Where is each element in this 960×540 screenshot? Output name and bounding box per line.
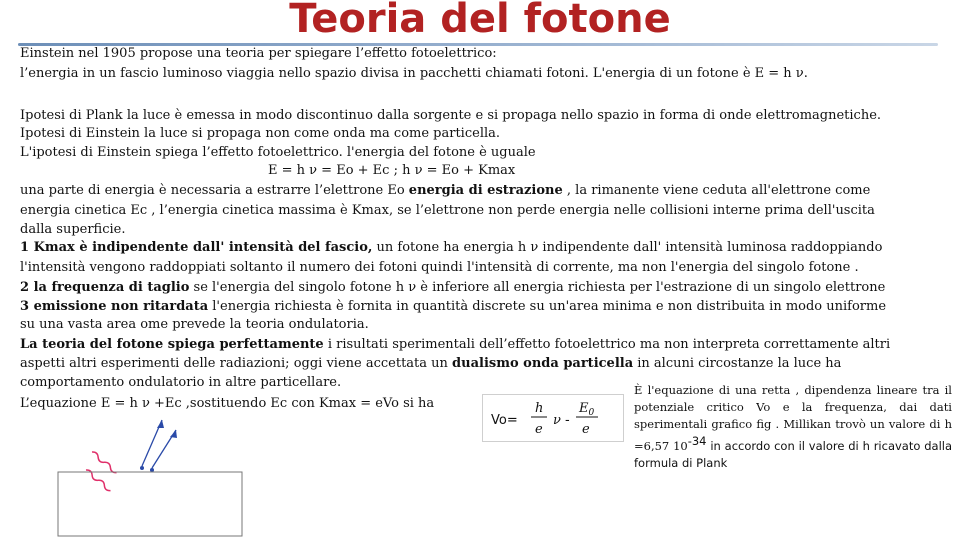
- formula-minus: -: [565, 413, 570, 428]
- text-line-2: l’energia in un fascio luminoso viaggia nello spazio divisa in pacchetti chiamati fotoni. L'energia di un fotone è E = h ν.: [20, 66, 808, 81]
- text-line-14: su una vasta area ome prevede la teoria ondulatoria.: [20, 317, 369, 332]
- text-line-8: energia cinetica Ec , l’energia cinetica massima è Kmax, se l’elettrone non perde energia nelle collisioni interne prima dell'uscita: [20, 203, 875, 218]
- text-line-4: [20, 126, 500, 142]
- photoelectric-diagram: [50, 400, 250, 540]
- formula-lhs: Vo=: [491, 413, 518, 428]
- text-line-10: [20, 240, 882, 256]
- einstein-heading: Ipotesi di Einstein: [20, 126, 140, 141]
- photon-theory-heading: La teoria del fotone spiega perfettamente: [20, 337, 324, 352]
- arrowhead-1: [157, 420, 164, 428]
- extraction-energy-term: energia di estrazione: [408, 183, 563, 198]
- text-line-15: [20, 337, 890, 353]
- photon-wave-1: [91, 450, 118, 474]
- point-3-heading: 3 emissione non ritardata: [20, 299, 209, 314]
- text-line-16: [20, 356, 841, 372]
- einstein-explains: L'ipotesi di Einstein spiega l’effetto fotoelettrico.: [20, 145, 343, 160]
- text-line-7: [20, 183, 870, 199]
- text-segment: i risultati sperimentali dell’effetto fotoelettrico ma non interpreta correttamente altri: [323, 337, 891, 352]
- electron-dot-1: [140, 466, 144, 470]
- electron-dot-2: [150, 468, 154, 472]
- point-1-heading: 1 Kmax è indipendente dall' intensità del fascio,: [20, 240, 373, 255]
- energy-text: l'energia del fotone è uguale: [342, 145, 536, 160]
- text-segment: in alcuni circostanze la luce ha: [633, 356, 842, 371]
- millikan-exponent: -34: [687, 434, 707, 448]
- text-segment: un fotone ha energia h ν indipendente dall' intensità luminosa raddoppiando: [372, 240, 883, 255]
- text-line-12: [20, 280, 885, 296]
- text-segment: una parte di energia è necessaria a estrarre l’elettrone Eo: [20, 183, 409, 198]
- formula-h: h: [535, 401, 544, 416]
- plank-text: la luce è emessa in modo discontinuo dalla sorgente e si propaga nello spazio in forma di onde elettromagnetiche.: [122, 108, 882, 123]
- text-line-17: comportamento ondulatorio in altre particellare.: [20, 375, 342, 390]
- formula-E: E: [579, 401, 589, 416]
- text-line-3: [20, 108, 881, 124]
- formula-e: e: [535, 422, 543, 437]
- text-segment: se l'energia del singolo fotone h ν è inferiore all energia richiesta per l'estrazione di un singolo elettrone: [189, 280, 886, 295]
- einstein-text: la luce si propaga non come onda ma come particella.: [139, 126, 501, 141]
- formula-E-sub: 0: [588, 408, 595, 418]
- page-title: Teoria del fotone: [289, 0, 671, 42]
- text-segment: , la rimanente viene ceduta all'elettrone come: [562, 183, 871, 198]
- text-segment: l'energia richiesta è fornita in quantità discrete su un'area minima e non distribuita in modo uniforme: [208, 299, 887, 314]
- formula-E0: [578, 401, 595, 418]
- text-line-11: l'intensità vengono raddoppiati soltanto il numero dei fotoni quindi l'intensità di corrente, ma non l'energia del singolo fotone .: [20, 260, 859, 275]
- point-2-heading: 2 la frequenza di taglio: [20, 280, 190, 295]
- formula-nu: ν: [553, 413, 561, 428]
- text-line-5: [20, 145, 536, 161]
- metal-plate: [58, 472, 242, 536]
- text-segment: aspetti altri esperimenti delle radiazioni; oggi viene accettata un: [20, 356, 453, 371]
- vo-formula-svg: [483, 395, 623, 441]
- formula-e2: e: [582, 422, 590, 437]
- energy-equation: E = h ν = Eo + Ec ; h ν = Eo + Kmax: [268, 163, 516, 178]
- wave-particle-term: dualismo onda particella: [452, 356, 634, 371]
- plank-heading: Ipotesi di Plank: [20, 108, 123, 123]
- text-line-9: dalla superficie.: [20, 222, 126, 237]
- arrowhead-2: [170, 430, 177, 438]
- text-line-13: [20, 299, 886, 315]
- millikan-text-end: in accordo con il valore di h ricavato dalla formula di Plank: [634, 438, 953, 470]
- text-line-1: Einstein nel 1905 propose una teoria per spiegare l’effetto fotoelettrico:: [20, 46, 497, 61]
- millikan-note: [634, 382, 952, 472]
- text-line-18: L’equazione E = h ν +Ec ,sostituendo Ec con Kmax = eVo si ha: [20, 396, 435, 411]
- millikan-text: È l'equazione di una retta , dipendenza lineare tra il potenziale critico Vo e la frequenza, dai dati sperimentali grafico fig . Millikan trovò un valore di h =6,57 10: [634, 383, 952, 453]
- vo-formula: [482, 394, 624, 442]
